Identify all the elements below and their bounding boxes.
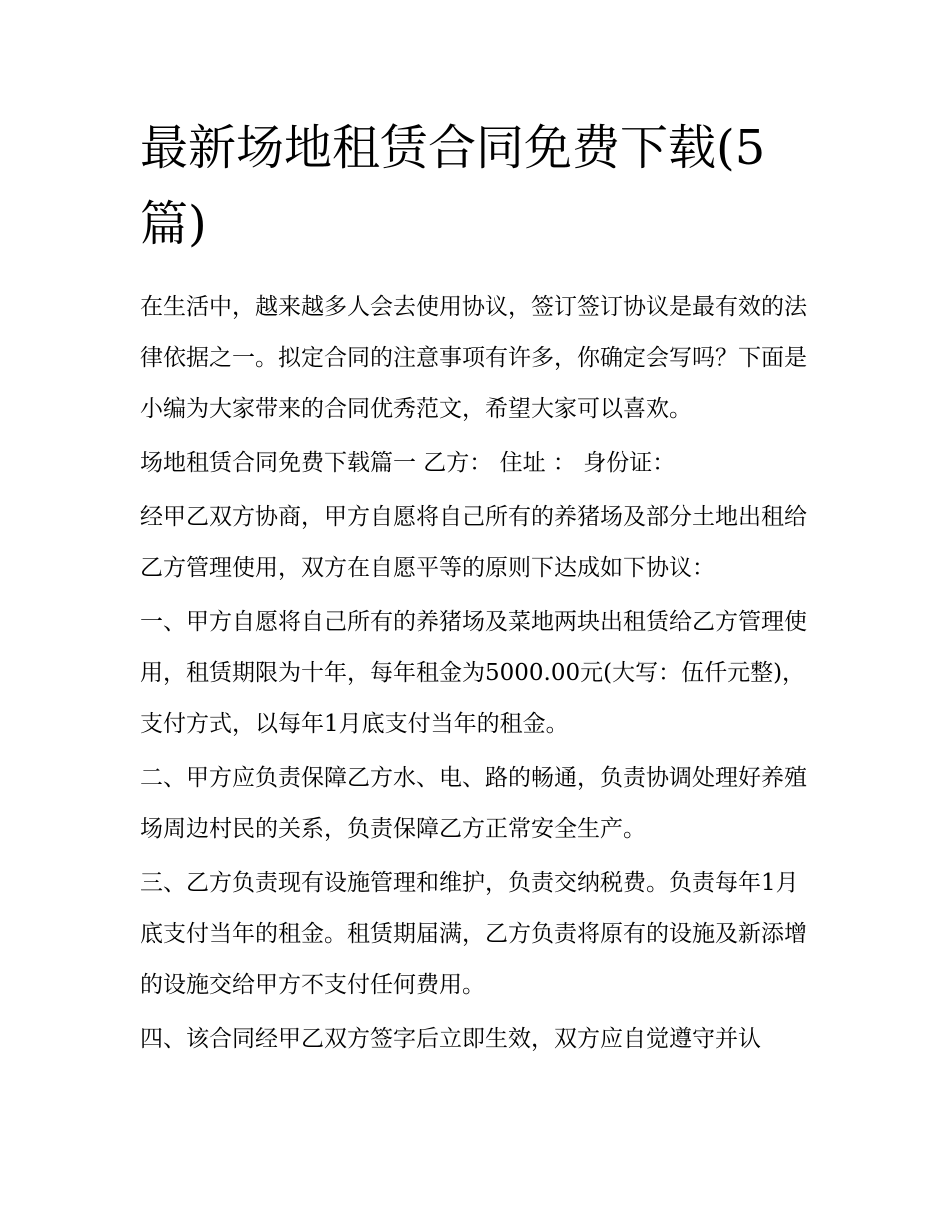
contract-header-paragraph: 场地租赁合同免费下载篇一 乙方： 住址 ： 身份证：: [140, 450, 676, 476]
clause-4-paragraph: 四、该合同经甲乙双方签字后立即生效，双方应自觉遵守并认: [140, 1026, 761, 1052]
clause-2-paragraph: 二、甲方应负责保障乙方水、电、路的畅通，负责协调处理好养殖场周边村民的关系，负责保障乙方正常安全生产。: [140, 765, 807, 842]
intro-paragraph: 在生活中，越来越多人会去使用协议，签订签订协议是最有效的法律依据之一。拟定合同的注意事项有许多，你确定会写吗？下面是小编为大家带来的合同优秀范文，希望大家可以喜欢。: [140, 294, 807, 422]
document-body: [140, 110, 820, 1068]
document-title: 最新场地租赁合同免费下载(5篇): [140, 120, 766, 252]
agreement-preamble-paragraph: 经甲乙双方协商，甲方自愿将自己所有的养猪场及部分土地出租给乙方管理使用，双方在自愿平等的原则下达成如下协议：: [140, 504, 807, 581]
clause-3-paragraph: 三、乙方负责现有设施管理和维护，负责交纳税费。负责每年1月底支付当年的租金。租赁期届满，乙方负责将原有的设施及新添增的设施交给甲方不支付任何费用。: [140, 870, 807, 998]
clause-1-paragraph: 一、甲方自愿将自己所有的养猪场及菜地两块出租赁给乙方管理使用，租赁期限为十年，每年租金为5000.00元(大写：伍仟元整)，支付方式，以每年1月底支付当年的租金。: [140, 609, 807, 737]
